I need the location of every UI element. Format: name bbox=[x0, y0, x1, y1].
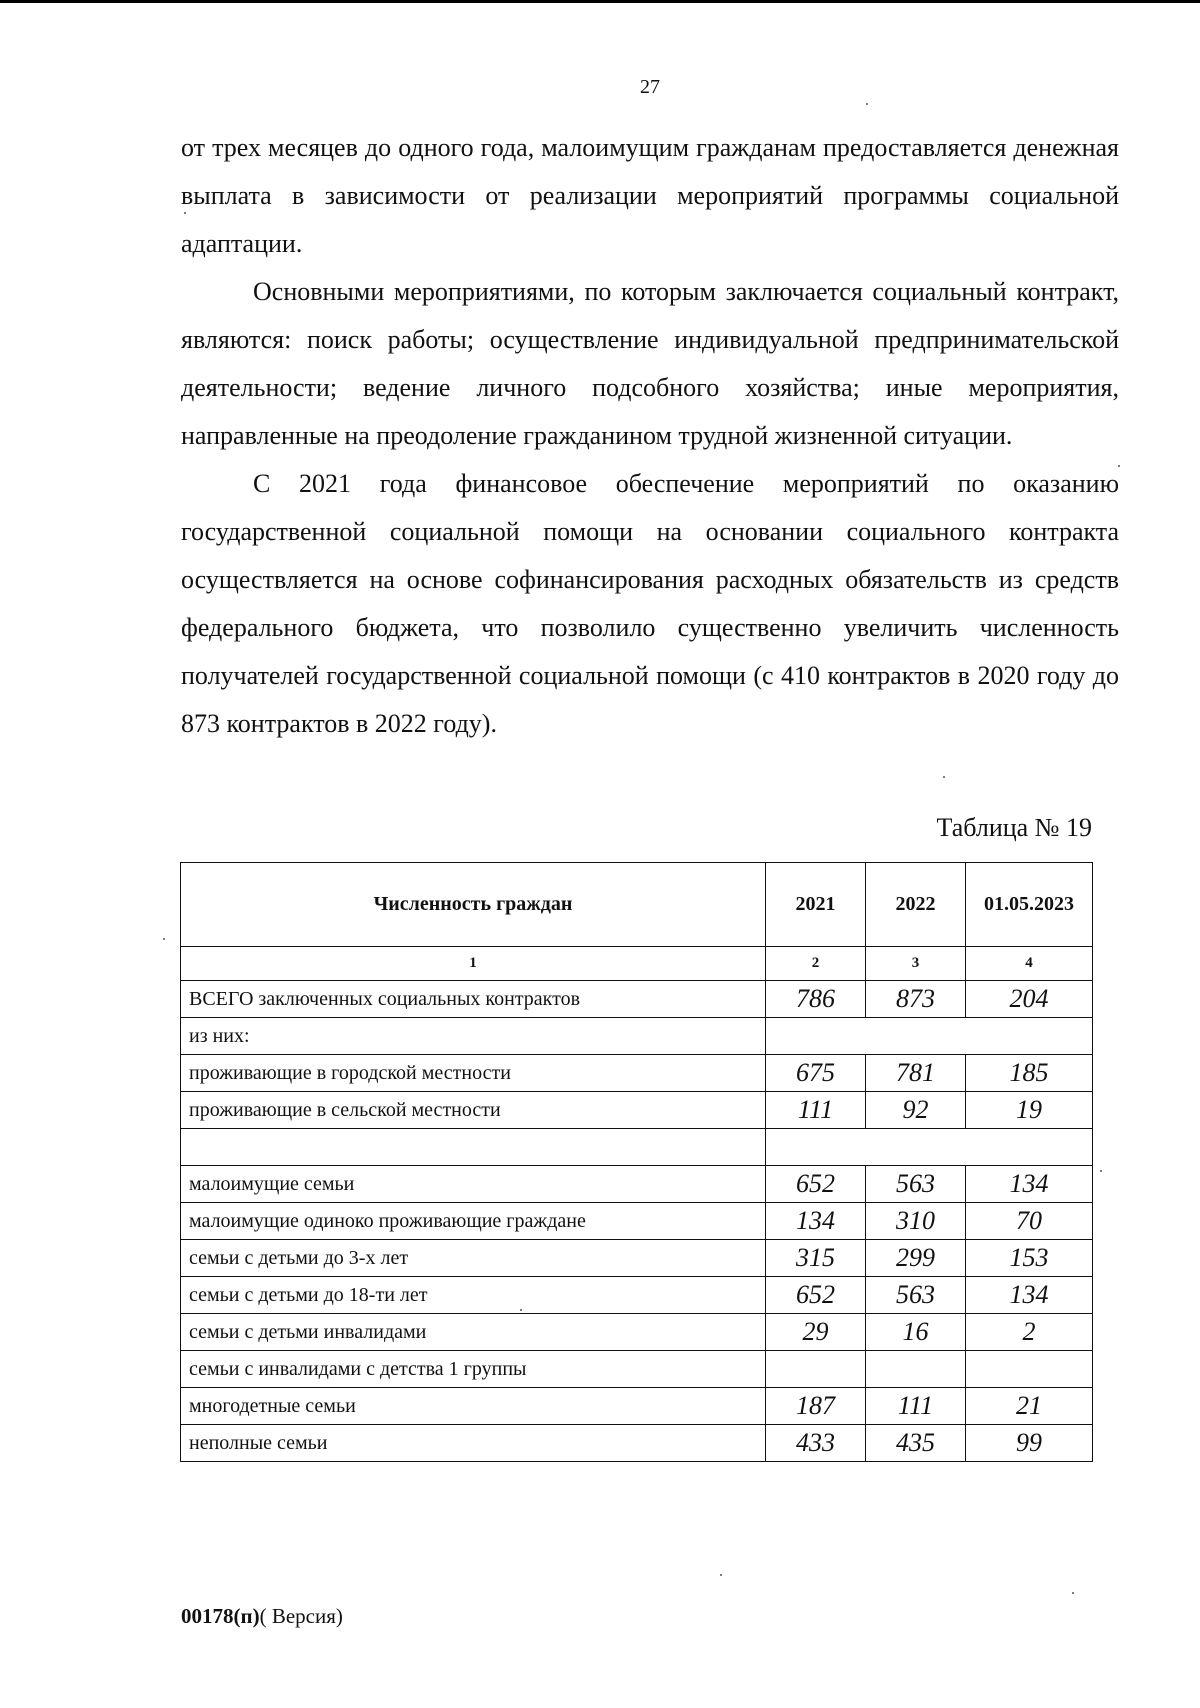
scan-speck bbox=[1072, 1592, 1074, 1594]
value-2023-05-01: 21 bbox=[966, 1388, 1093, 1425]
column-number: 2 bbox=[766, 947, 866, 981]
page-number: 27 bbox=[640, 76, 660, 98]
table-row bbox=[181, 1203, 1093, 1240]
column-number: 1 bbox=[181, 947, 766, 981]
row-label bbox=[181, 1129, 766, 1166]
table-row bbox=[181, 1018, 1093, 1055]
value-2022: 310 bbox=[866, 1203, 966, 1240]
row-label: проживающие в сельской местности bbox=[181, 1092, 766, 1129]
table-header-row bbox=[181, 863, 1093, 947]
value-2022: 16 bbox=[866, 1314, 966, 1351]
paragraph-3: С 2021 года финансовое обеспечение мероприятий по оказанию государственной социальной помощи на основании социального контракта осуществляется на основе софинансирования расходных обязательств из средств федерального бюджета, что позволило существенно увеличить численность получателей государственной социальной помощи (с 410 контрактов в 2020 году до 873 контрактов в 2022 году). bbox=[181, 469, 1119, 738]
scan-border bbox=[0, 0, 1200, 3]
scan-speck bbox=[184, 212, 186, 214]
value-2022: 563 bbox=[866, 1166, 966, 1203]
scan-speck bbox=[1100, 1170, 1102, 1172]
row-label: семьи с инвалидами с детства 1 группы bbox=[181, 1351, 766, 1388]
value-2021: 111 bbox=[766, 1092, 866, 1129]
document-footer bbox=[181, 1604, 343, 1629]
value-2022: 563 bbox=[866, 1277, 966, 1314]
row-label: семьи с детьми до 18-ти лет bbox=[181, 1277, 766, 1314]
paragraph-1: от трех месяцев до одного года, малоимущим гражданам предоставляется денежная выплата в зависимости от реализации мероприятий программы социальной адаптации. bbox=[181, 133, 1119, 258]
header-category: Численность граждан bbox=[181, 863, 766, 947]
body-text bbox=[181, 124, 1119, 748]
value-2021: 786 bbox=[766, 981, 866, 1018]
value-2023-05-01: 19 bbox=[966, 1092, 1093, 1129]
header-year-2022: 2022 bbox=[866, 863, 966, 947]
value-2023-05-01: 204 bbox=[966, 981, 1093, 1018]
value-2023-05-01: 134 bbox=[966, 1166, 1093, 1203]
scan-speck bbox=[943, 776, 945, 778]
row-label: проживающие в городской местности bbox=[181, 1055, 766, 1092]
value-2022 bbox=[866, 1351, 966, 1388]
value-2023-05-01: 134 bbox=[966, 1277, 1093, 1314]
merged-empty-cell bbox=[766, 1018, 1093, 1055]
citizens-table bbox=[180, 862, 1093, 1462]
row-label: семьи с детьми инвалидами bbox=[181, 1314, 766, 1351]
value-2021 bbox=[766, 1351, 866, 1388]
column-number: 3 bbox=[866, 947, 966, 981]
table-row bbox=[181, 1314, 1093, 1351]
row-label: из них: bbox=[181, 1018, 766, 1055]
header-date-2023: 01.05.2023 bbox=[966, 863, 1093, 947]
value-2021: 315 bbox=[766, 1240, 866, 1277]
column-number: 4 bbox=[966, 947, 1093, 981]
document-version: ( Версия) bbox=[259, 1604, 343, 1628]
value-2021: 675 bbox=[766, 1055, 866, 1092]
value-2023-05-01: 2 bbox=[966, 1314, 1093, 1351]
table-row bbox=[181, 1166, 1093, 1203]
table-row bbox=[181, 1129, 1093, 1166]
value-2022: 435 bbox=[866, 1425, 966, 1462]
value-2021: 652 bbox=[766, 1277, 866, 1314]
row-label: многодетные семьи bbox=[181, 1388, 766, 1425]
row-label: неполные семьи bbox=[181, 1425, 766, 1462]
scan-speck bbox=[720, 1574, 722, 1576]
scan-speck bbox=[1118, 465, 1120, 467]
table-row bbox=[181, 1055, 1093, 1092]
value-2022: 92 bbox=[866, 1092, 966, 1129]
value-2021: 134 bbox=[766, 1203, 866, 1240]
table-row bbox=[181, 1092, 1093, 1129]
value-2023-05-01: 70 bbox=[966, 1203, 1093, 1240]
table-row bbox=[181, 981, 1093, 1018]
table-caption: Таблица № 19 bbox=[936, 813, 1092, 842]
value-2022: 299 bbox=[866, 1240, 966, 1277]
value-2022: 111 bbox=[866, 1388, 966, 1425]
table-row bbox=[181, 1425, 1093, 1462]
value-2021: 29 bbox=[766, 1314, 866, 1351]
header-year-2021: 2021 bbox=[766, 863, 866, 947]
document-code: 00178(п) bbox=[181, 1604, 260, 1628]
paragraph-2: Основными мероприятиями, по которым заключается социальный контракт, являются: поиск работы; осуществление индивидуальной предпринимательской деятельности; ведение личного подсобного хозяйства; иные мероприятия, направленные на преодоление гражданином трудной жизненной ситуации. bbox=[181, 277, 1119, 450]
scan-speck bbox=[866, 103, 868, 105]
row-label: малоимущие семьи bbox=[181, 1166, 766, 1203]
table-row bbox=[181, 1388, 1093, 1425]
value-2021: 187 bbox=[766, 1388, 866, 1425]
value-2023-05-01: 153 bbox=[966, 1240, 1093, 1277]
value-2022: 873 bbox=[866, 981, 966, 1018]
value-2023-05-01 bbox=[966, 1351, 1093, 1388]
value-2021: 652 bbox=[766, 1166, 866, 1203]
merged-empty-cell bbox=[766, 1129, 1093, 1166]
scan-speck bbox=[520, 1309, 522, 1311]
table-row bbox=[181, 1351, 1093, 1388]
column-number-row bbox=[181, 947, 1093, 981]
value-2023-05-01: 99 bbox=[966, 1425, 1093, 1462]
table-row bbox=[181, 1277, 1093, 1314]
value-2022: 781 bbox=[866, 1055, 966, 1092]
row-label: малоимущие одиноко проживающие граждане bbox=[181, 1203, 766, 1240]
row-label: семьи с детьми до 3-х лет bbox=[181, 1240, 766, 1277]
table-row bbox=[181, 1240, 1093, 1277]
row-label: ВСЕГО заключенных социальных контрактов bbox=[181, 981, 766, 1018]
value-2021: 433 bbox=[766, 1425, 866, 1462]
scan-speck bbox=[163, 938, 165, 940]
value-2023-05-01: 185 bbox=[966, 1055, 1093, 1092]
